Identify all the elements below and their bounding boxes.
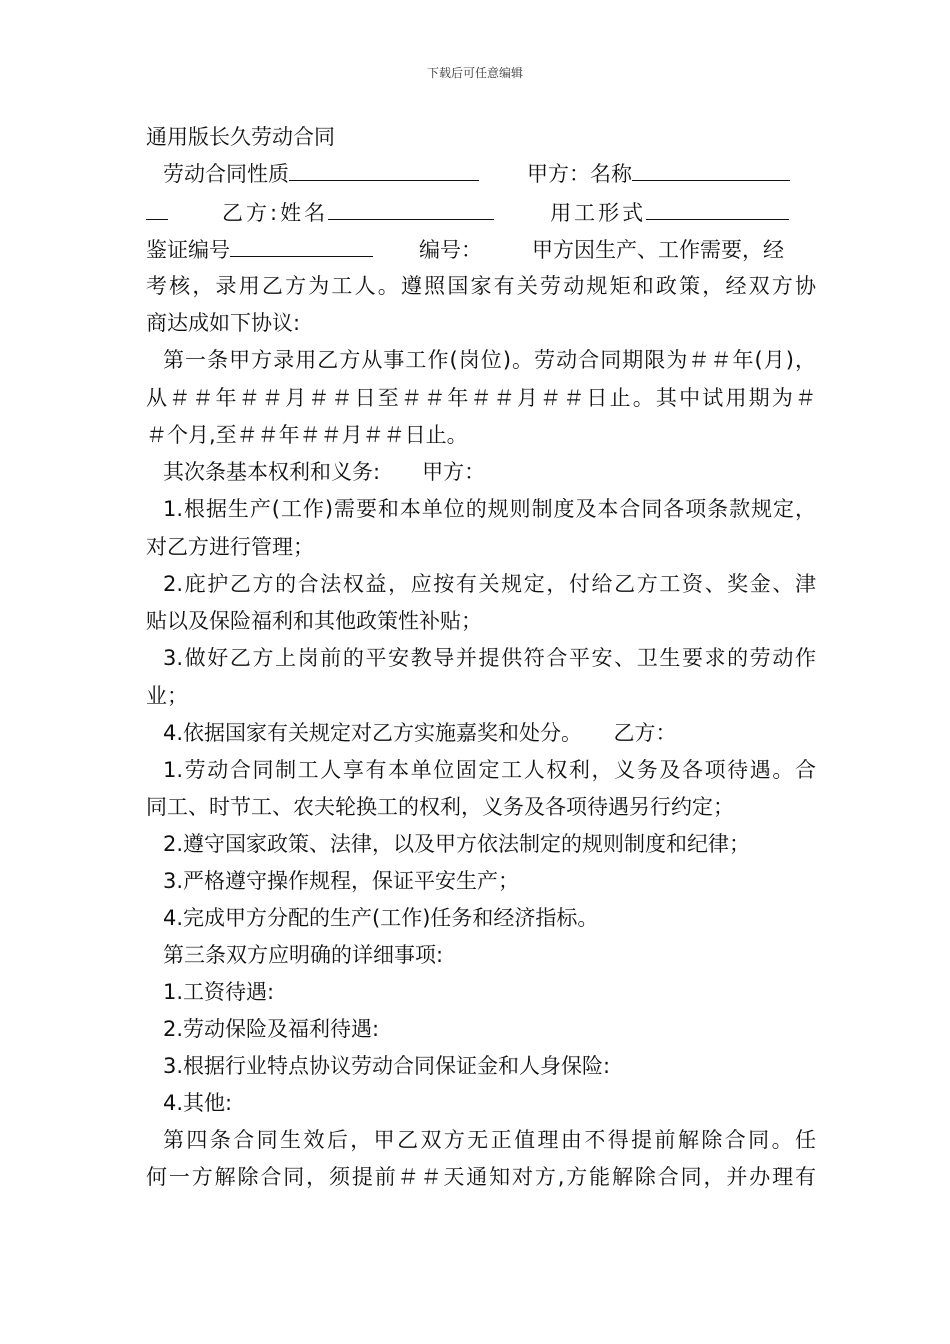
number-label: 编号： (419, 238, 482, 262)
paragraph-line: 第三条双方应明确的详细事项: (163, 943, 444, 967)
paragraph-line: 3.做好乙方上岗前的平安教导并提供符合平安、卫生要求的劳动作 (163, 646, 816, 670)
party-a-name-blank-cont (146, 197, 168, 220)
paragraph-line: 商达成如下协议: (146, 311, 301, 335)
paragraph-line: 3.严格遵守操作规程，保证平安生产； (163, 869, 520, 893)
paragraph-line: 1.工资待遇: (163, 980, 275, 1004)
verification-no-blank (230, 234, 373, 257)
document-title: 通用版长久劳动合同 (146, 125, 335, 149)
paragraph-line: 业； (146, 684, 188, 708)
paragraph-line: 4.其他: (163, 1091, 233, 1115)
party-b-name-label: 乙方:姓名 (222, 201, 329, 225)
contract-nature-label: 劳动合同性质 (163, 162, 289, 186)
paragraph-line: 同工、时节工、农夫轮换工的权利，义务及各项待遇另行约定； (146, 795, 734, 819)
paragraph-line: 第一条甲方录用乙方从事工作(岗位)。劳动合同期限为＃＃年(月)， (163, 348, 816, 372)
page-header: 下载后可任意编辑 (426, 66, 523, 80)
paragraph-line: 从＃＃年＃＃月＃＃日至＃＃年＃＃月＃＃日止。其中试用期为＃ (146, 386, 816, 410)
paragraph-line: 4.依据国家有关规定对乙方实施嘉奖和处分。 乙方： (163, 721, 677, 745)
paragraph-line: 考核，录用乙方为工人。遵照国家有关劳动规矩和政策，经双方协 (146, 274, 816, 298)
party-a-name-label: 甲方：名称 (527, 162, 632, 186)
paragraph-line: 2.庇护乙方的合法权益，应按有关规定，付给乙方工资、奖金、津 (163, 572, 816, 596)
paragraph-line: ＃个月,至＃＃年＃＃月＃＃日止。 (146, 423, 468, 447)
paragraph-line: 其次条基本权利和义务: 甲方： (163, 460, 486, 484)
paragraph-line: 2.劳动保险及福利待遇: (163, 1017, 380, 1041)
paragraph-line: 3.根据行业特点协议劳动合同保证金和人身保险: (163, 1054, 611, 1078)
paragraph-line: 对乙方进行管理； (146, 535, 314, 559)
paragraph-line: 4.完成甲方分配的生产(工作)任务和经济指标。 (163, 906, 599, 930)
employment-form-label: 用工形式 (550, 201, 647, 225)
form-row-1 (163, 158, 816, 188)
paragraph-line: 第四条合同生效后，甲乙双方无正值理由不得提前解除合同。任 (163, 1128, 816, 1152)
party-a-name-blank (632, 158, 790, 181)
party-b-name-blank (328, 197, 494, 220)
form-row-2 (146, 197, 816, 227)
contract-nature-blank (289, 158, 479, 181)
paragraph-line: 2.遵守国家政策、法律，以及甲方依法制定的规则制度和纪律； (163, 832, 751, 856)
employment-form-blank (646, 197, 789, 220)
paragraph-line: 1.根据生产(工作)需要和本单位的规则制度及本合同各项条款规定， (163, 497, 816, 521)
form-row-3 (146, 234, 816, 264)
paragraph-line: 1.劳动合同制工人享有本单位固定工人权利，义务及各项待遇。合 (163, 758, 816, 782)
paragraph-line: 何一方解除合同，须提前＃＃天通知对方,方能解除合同，并办理有 (146, 1165, 816, 1189)
intro-text-start: 甲方因生产、工作需要，经 (532, 238, 784, 262)
paragraph-line: 贴以及保险福利和其他政策性补贴； (146, 609, 482, 633)
verification-no-label: 鉴证编号 (146, 238, 230, 262)
